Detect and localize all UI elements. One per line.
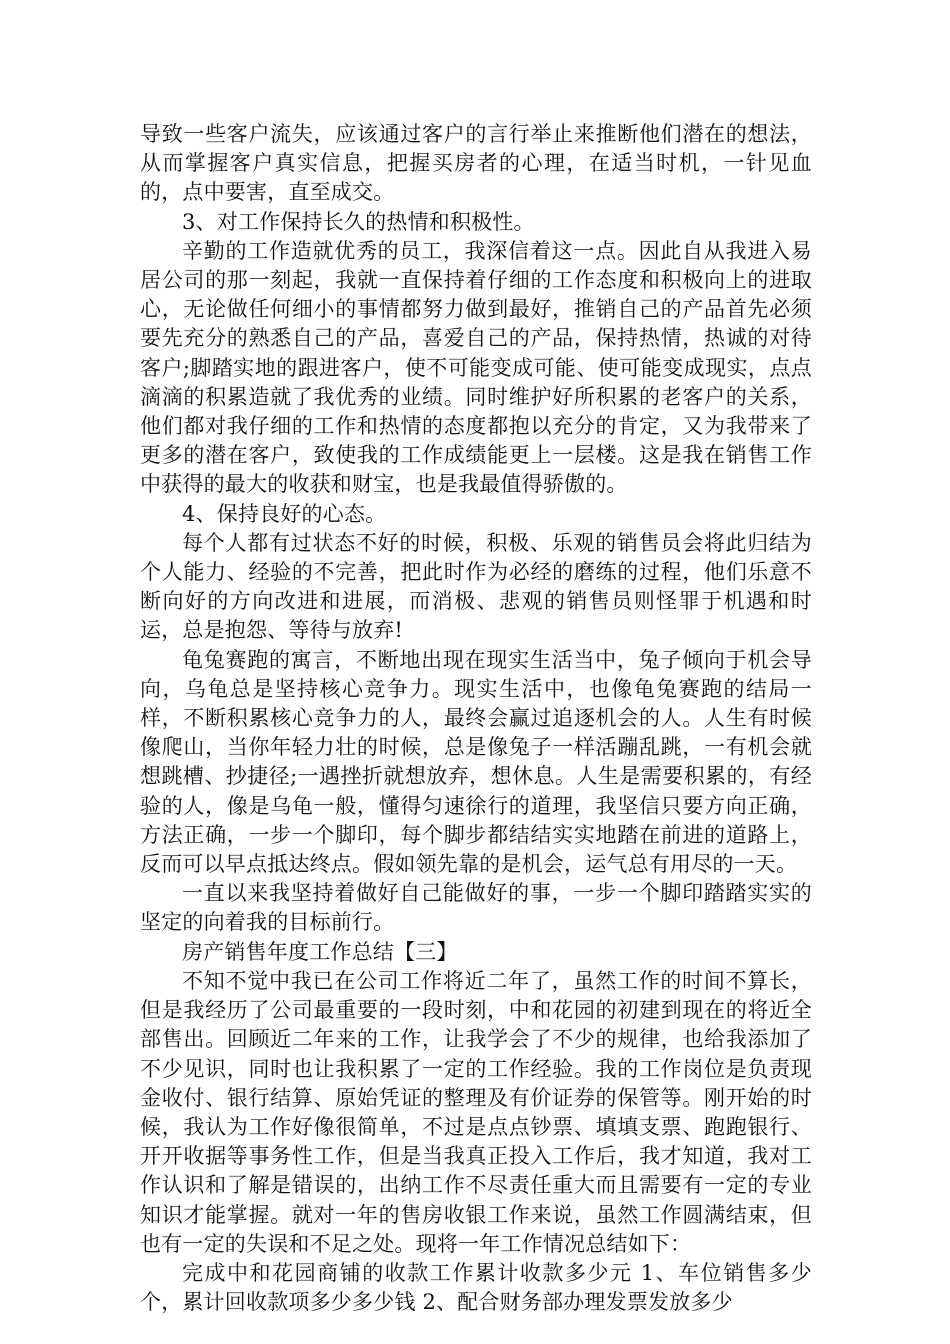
paragraph: 辛勤的工作造就优秀的员工，我深信着这一点。因此自从我进入易居公司的那一刻起，我就一直保持着仔细的工作态度和积极向上的进取心，无论做任何细小的事情都努力做到最好，推销自己的产品首先必须要先充分的熟悉自己的产品，喜爱自己的产品，保持热情，热诚的对待客户;脚踏实地的跟进客户，使不可能变成可能、使可能变成现实，点点滴滴的积累造就了我优秀的业绩。同时维护好所积累的老客户的关系，他们都对我仔细的工作和热情的态度都抱以充分的肯定，又为我带来了更多的潜在客户，致使我的工作成绩能更上一层楼。这是我在销售工作中获得的最大的收获和财宝，也是我最值得骄傲的。 (140, 238, 812, 497)
paragraph: 完成中和花园商铺的收款工作累计收款多少元 1、车位销售多少个，累计回收款项多少多少钱 2、配合财务部办理发票发放多少 (140, 1260, 812, 1315)
paragraph-continuation: 导致一些客户流失，应该通过客户的言行举止来推断他们潜在的想法，从而掌握客户真实信息，把握买房者的心理，在适当时机，一针见血的，点中要害，直至成交。 (140, 122, 812, 205)
paragraph: 不知不觉中我已在公司工作将近二年了，虽然工作的时间不算长，但是我经历了公司最重要的一段时刻，中和花园的初建到现在的将近全部售出。回顾近二年来的工作，让我学会了不少的规律，也给我添加了不少见识，同时也让我积累了一定的工作经验。我的工作岗位是负责现金收付、银行结算、原始凭证的整理及有价证券的保管等。刚开始的时候，我认为工作好像很简单，不过是点点钞票、填填支票、跑跑银行、开开收据等事务性工作，但是当我真正投入工作后，我才知道，我对工作认识和了解是错误的，出纳工作不尽责任重大而且需要有一定的专业知识才能掌握。就对一年的售房收银工作来说，虽然工作圆满结束，但也有一定的失误和不足之处。现将一年工作情况总结如下： (140, 968, 812, 1256)
section-heading-3: 3、对工作保持长久的热情和积极性。 (182, 209, 535, 234)
paragraph: 每个人都有过状态不好的时候，积极、乐观的销售员会将此归结为个人能力、经验的不完善，把此时作为必经的磨练的过程，他们乐意不断向好的方向改进和进展，而消极、悲观的销售员则怪罪于机遇和时运，总是抱怨、等待与放弃! (140, 530, 812, 643)
article-title: 房产销售年度工作总结【三】 (182, 939, 458, 964)
paragraph: 龟兔赛跑的寓言，不断地出现在现实生活当中，兔子倾向于机会导向，乌龟总是坚持核心竞争力。现实生活中，也像龟兔赛跑的结局一样，不断积累核心竞争力的人，最终会赢过追逐机会的人。人生有时候像爬山，当你年轻力壮的时候，总是像兔子一样活蹦乱跳，一有机会就想跳槽、抄捷径;一遇挫折就想放弃，想休息。人生是需要积累的，有经验的人，像是乌龟一般，懂得匀速徐行的道理，我坚信只要方向正确，方法正确，一步一个脚印，每个脚步都结结实实地踏在前进的道路上，反而可以早点抵达终点。假如领先靠的是机会，运气总有用尽的一天。 (140, 647, 812, 877)
paragraph: 一直以来我坚持着做好自己能做好的事，一步一个脚印踏踏实实的坚定的向着我的目标前行。 (140, 881, 812, 935)
section-heading-4: 4、保持良好的心态。 (182, 501, 387, 526)
document-body (140, 120, 812, 1317)
